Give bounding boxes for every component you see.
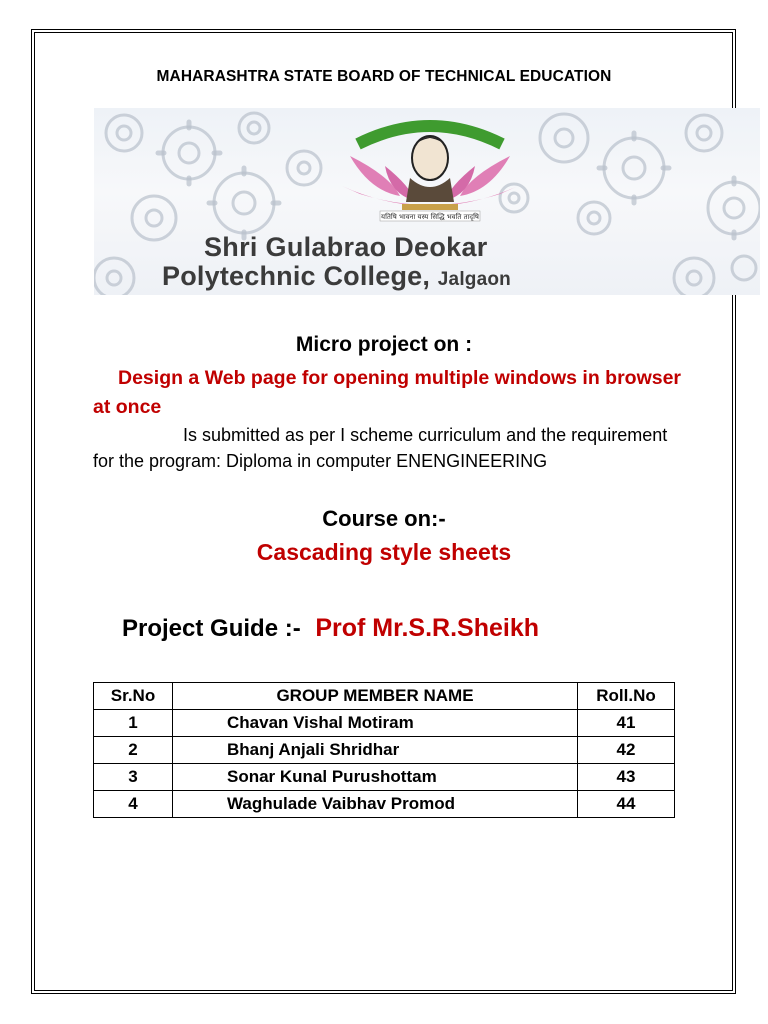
- cell-roll-no: 42: [578, 737, 675, 764]
- college-name-line2: [162, 261, 511, 292]
- project-title: Design a Web page for opening multiple windows in browser at once: [93, 367, 682, 418]
- course-name: Cascading style sheets: [256, 539, 512, 565]
- cell-roll-no: 44: [578, 791, 675, 818]
- table-row: [94, 710, 675, 737]
- header-sr-no: Sr.No: [94, 683, 173, 710]
- college-banner: [94, 108, 760, 295]
- micro-project-heading: Micro project on :: [295, 333, 473, 356]
- college-name-line1: Shri Gulabrao Deokar: [204, 232, 488, 262]
- table-row: [94, 791, 675, 818]
- header-roll-no: Roll.No: [578, 683, 675, 710]
- cell-sr-no: 4: [94, 791, 173, 818]
- project-guide-name: Prof Mr.S.R.Sheikh: [315, 614, 540, 642]
- project-guide: [122, 614, 539, 643]
- board-heading: MAHARASHTRA STATE BOARD OF TECHNICAL EDUCATION: [156, 68, 612, 85]
- cell-member-name: Sonar Kunal Purushottam: [173, 764, 578, 791]
- group-members-table: [93, 682, 675, 818]
- cell-member-name: Bhanj Anjali Shridhar: [173, 737, 578, 764]
- college-name-line2-text: Polytechnic College,: [162, 261, 431, 291]
- cell-roll-no: 41: [578, 710, 675, 737]
- cell-sr-no: 2: [94, 737, 173, 764]
- table-header-row: [94, 683, 675, 710]
- table-row: [94, 737, 675, 764]
- header-member-name: GROUP MEMBER NAME: [173, 683, 578, 710]
- cell-member-name: Waghulade Vaibhav Promod: [173, 791, 578, 818]
- college-logo-icon: [330, 116, 530, 228]
- logo-motto: यतिषि भावना यस्य सिद्धि भवति तादृषि: [381, 213, 479, 221]
- course-heading: Course on:-: [322, 506, 446, 531]
- cell-sr-no: 3: [94, 764, 173, 791]
- college-city: Jalgaon: [437, 269, 511, 290]
- cell-roll-no: 43: [578, 764, 675, 791]
- cell-sr-no: 1: [94, 710, 173, 737]
- submission-statement: Is submitted as per I scheme curriculum and the requirement for the program: Diploma in computer ENENGINEERING: [93, 425, 668, 471]
- table-row: [94, 764, 675, 791]
- cell-member-name: Chavan Vishal Motiram: [173, 710, 578, 737]
- project-guide-label: Project Guide :-: [122, 615, 301, 642]
